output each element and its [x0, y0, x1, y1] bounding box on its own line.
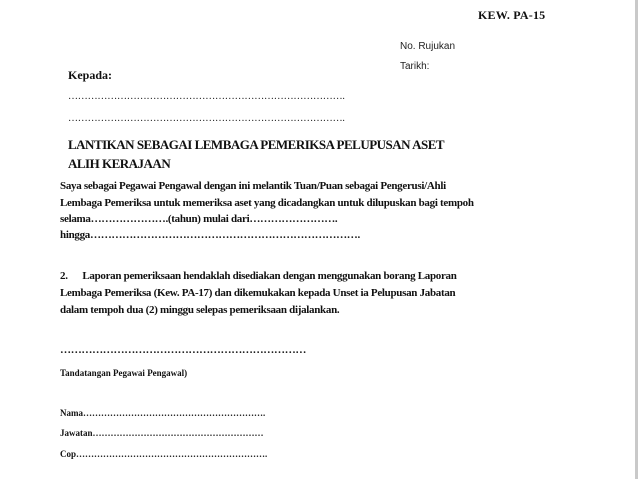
recipient-line-1: ………………………………………………………………………….	[68, 91, 345, 102]
paragraph2-line-1: 2. Laporan pemeriksaan hendaklah disediakan dengan menggunakan borang Laporan	[60, 270, 457, 282]
signature-label: Tandatangan Pegawai Pengawal)	[60, 368, 188, 378]
paragraph1-line-1: Saya sebagai Pegawai Pengawal dengan ini melantik Tuan/Puan sebagai Pengerusi/Ahli	[60, 180, 446, 192]
recipient-label: Kepada:	[68, 68, 113, 82]
date-label: Tarikh:	[400, 61, 430, 72]
position-field: Jawatan…………………………………………………	[60, 428, 264, 438]
document-title-line-2: ALIH KERAJAAN	[68, 156, 171, 171]
document-title-line-1: LANTIKAN SEBAGAI LEMBAGA PEMERIKSA PELUPUSAN ASET	[68, 137, 445, 152]
paragraph1-line-3: selama………………….(tahun) mulai dari…………………….	[60, 213, 338, 225]
stamp-field: Cop……………………………………………………….	[60, 449, 268, 459]
recipient-line-2: ………………………………………………………………………….	[68, 113, 345, 124]
reference-number-label: No. Rujukan	[400, 41, 456, 52]
signature-line: ……………………………………………………………	[60, 344, 307, 356]
paragraph2-line-3: dalam tempoh dua (2) minggu selepas pemeriksaan dijalankan.	[60, 304, 340, 316]
name-field: Nama…………………………………………………….	[60, 408, 266, 418]
paragraph1-line-2: Lembaga Pemeriksa untuk memeriksa aset yang dicadangkan untuk dilupuskan bagi tempoh	[60, 197, 474, 209]
paragraph1-line-4: hingga………………………………………………………………….	[60, 229, 360, 241]
form-code: KEW. PA-15	[478, 8, 546, 22]
paragraph2-line-2: Lembaga Pemeriksa (Kew. PA-17) dan dikemukakan kepada Unset ia Pelupusan Jabatan	[60, 287, 456, 299]
